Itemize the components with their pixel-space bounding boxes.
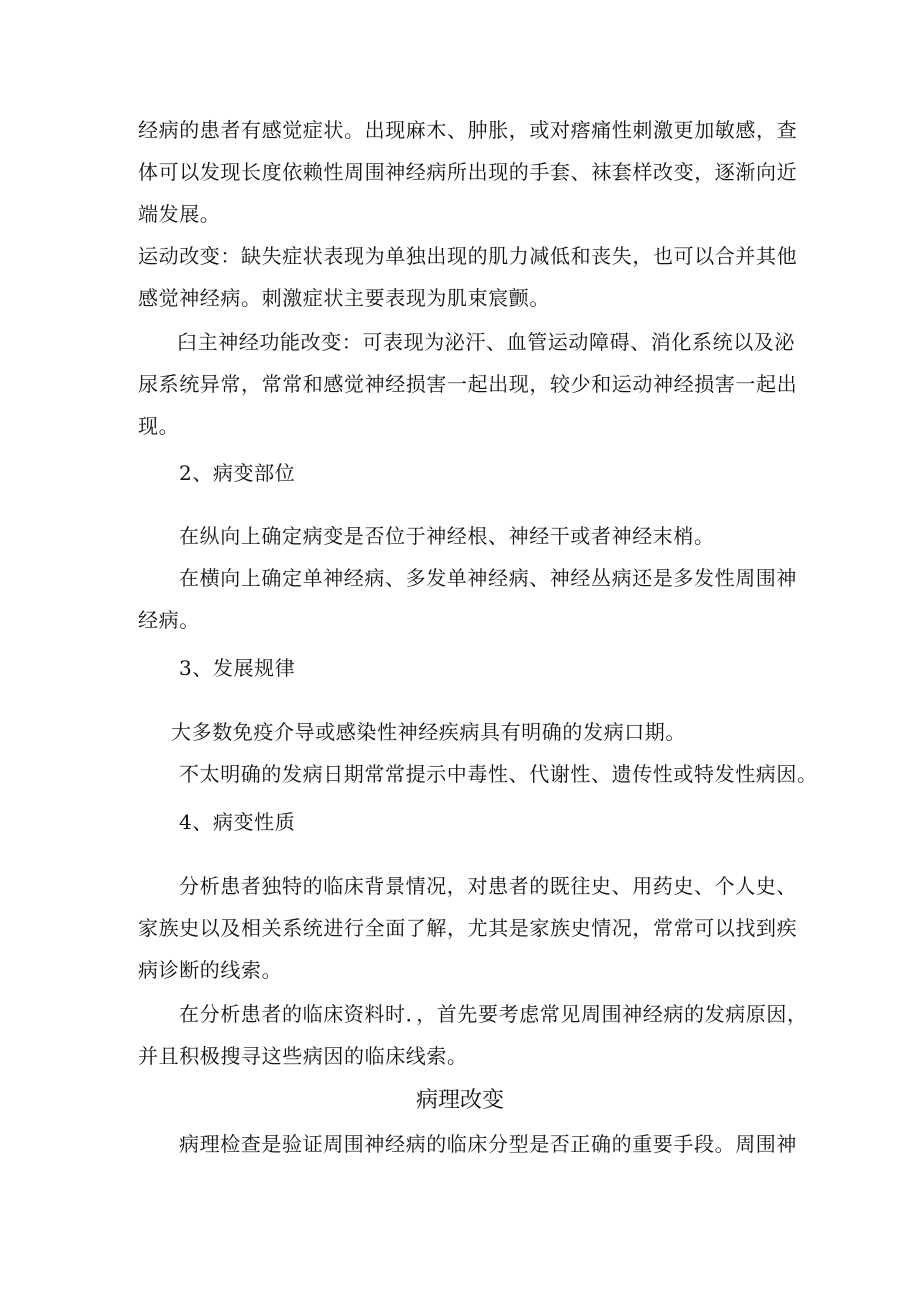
text-line: 分析患者独特的临床背景情况，对患者的既往史、用药史、个人史、 xyxy=(179,874,797,898)
text-line: 大多数免疫介导或感染性神经疾病具有明确的发病口期。 xyxy=(171,720,686,744)
text-line: 尿系统异常，常常和感觉神经损害一起出现，较少和运动神经损害一起出 xyxy=(138,372,798,396)
text-line: 端发展。 xyxy=(138,202,221,226)
text-line: 病诊断的线索。 xyxy=(138,958,283,982)
section-heading: 2、病变部位 xyxy=(179,461,296,485)
text-line: 现。 xyxy=(138,414,180,438)
text-line: 并且积极搜寻这些病因的临床线索。 xyxy=(138,1044,468,1068)
section-title: 病理改变 xyxy=(415,1088,504,1113)
text-line: 家族史以及相关系统进行全面了解，尤其是家族史情况，常常可以找到疾 xyxy=(138,916,798,940)
text-line: 病理检查是验证周围神经病的临床分型是否正确的重要手段。周围神 xyxy=(179,1132,797,1156)
text-line: 体可以发现长度依赖性周围神经病所出现的手套、袜套样改变，逐渐向近 xyxy=(138,160,798,184)
text-line: 运动改变：缺失症状表现为单独出现的肌力减低和丧失，也可以合并其他 xyxy=(138,244,798,268)
text-line: 不太明确的发病日期常常提示中毒性、代谢性、遗传性或特发性病因。 xyxy=(179,762,818,786)
text-line: 经病的患者有感觉症状。出现麻木、肿胀，或对瘩痛性刺激更加敏感，查 xyxy=(138,118,798,142)
text-line: 在横向上确定单神经病、多发单神经病、神经丛病还是多发性周围神 xyxy=(179,566,797,590)
text-line: 感觉神经病。刺激症状主要表现为肌束宸颤。 xyxy=(138,286,550,310)
text-line: 在分析患者的临床资料时．，首先要考虑常见周围神经病的发病原因， xyxy=(179,1002,808,1026)
text-line: 在纵向上确定病变是否位于神经根、神经干或者神经末梢。 xyxy=(179,524,715,548)
text-line: 经病。 xyxy=(138,608,200,632)
text-line: 臼主神经功能改变：可表现为泌汗、血管运动障碍、消化系统以及泌 xyxy=(177,330,795,354)
section-heading: 3、发展规律 xyxy=(179,656,296,680)
section-heading: 4、病变性质 xyxy=(179,810,296,834)
